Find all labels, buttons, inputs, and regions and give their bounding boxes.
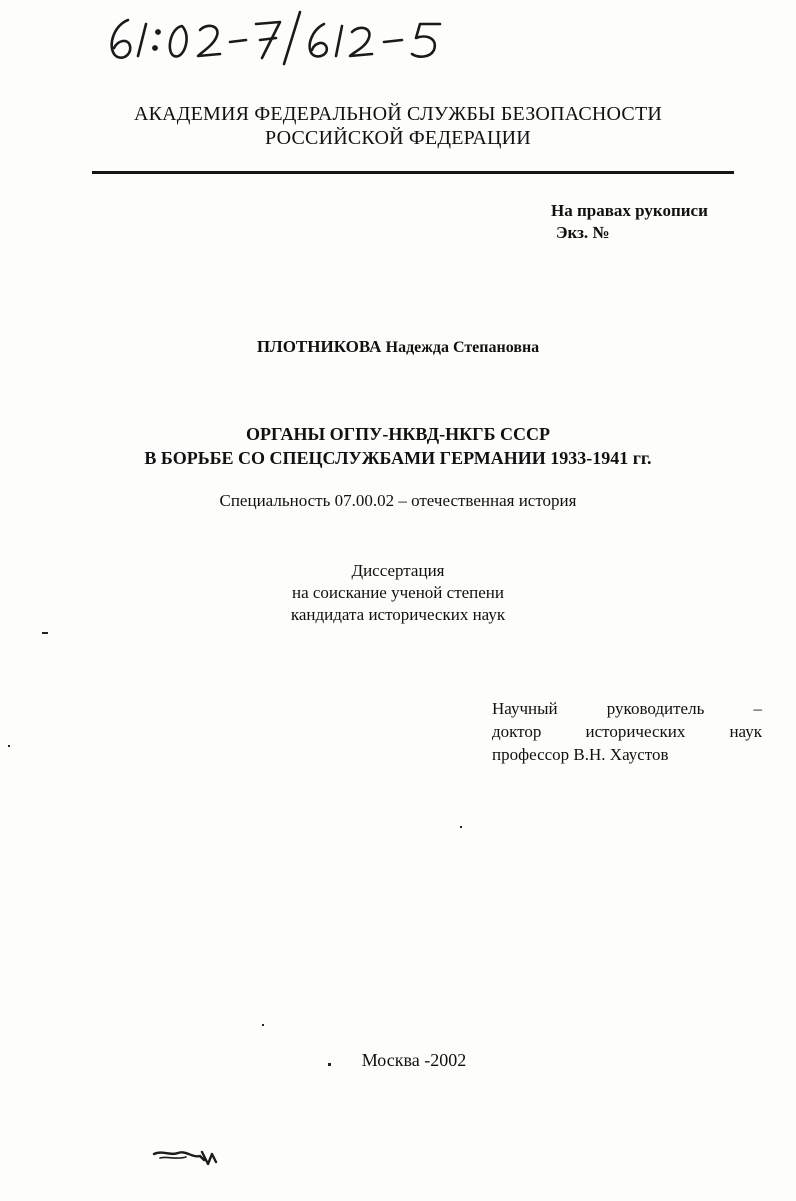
advisor-row-1 [492,697,762,720]
scan-speck [328,1063,331,1066]
stamp-scribble-mark [152,1144,222,1168]
dissertation-title-line-2: В БОРЬБЕ СО СПЕЦСЛУЖБАМИ ГЕРМАНИИ 1933-1941 гг. [144,448,652,468]
advisor-word: доктор [492,722,542,741]
institution-line-2: РОССИЙСКОЙ ФЕДЕРАЦИИ [265,127,531,149]
scan-speck [42,632,48,634]
advisor-word: руководитель [606,699,705,718]
author-surname: ПЛОТНИКОВА [256,337,382,356]
scan-speck [460,826,462,828]
author-given-names: Надежда Степановна [385,339,540,356]
scan-speck [8,745,10,747]
manuscript-rights-label: На правах рукописи [551,201,708,220]
dissertation-type-line-2: на соискание ученой степени [291,583,505,602]
advisor-word: наук [729,722,762,741]
scan-speck [262,1024,264,1026]
advisor-row-2 [492,720,762,743]
header-divider [92,171,734,174]
advisor-word: Научный [492,699,558,718]
dissertation-type-line-3: кандидата исторических наук [290,605,506,624]
dissertation-title-line-1: ОРГАНЫ ОГПУ-НКВД-НКГБ СССР [246,424,550,444]
specialty-line: Специальность 07.00.02 – отечественная история [219,491,577,510]
advisor-row-3: профессор В.Н. Хаустов [492,745,669,764]
manuscript-rights-block [551,200,708,244]
city-year: Москва -2002 [361,1050,467,1070]
handwriting-ink [100,6,460,68]
handwritten-catalog-number [100,6,460,68]
advisor-word: – [753,699,762,718]
author-name [0,337,796,357]
institution-line-1: АКАДЕМИЯ ФЕДЕРАЛЬНОЙ СЛУЖБЫ БЕЗОПАСНОСТИ [133,103,663,125]
advisor-word: исторических [585,722,686,741]
dissertation-type-line-1: Диссертация [351,561,445,580]
scientific-advisor-block [492,697,762,766]
copy-number-label: Экз. № [556,223,610,242]
